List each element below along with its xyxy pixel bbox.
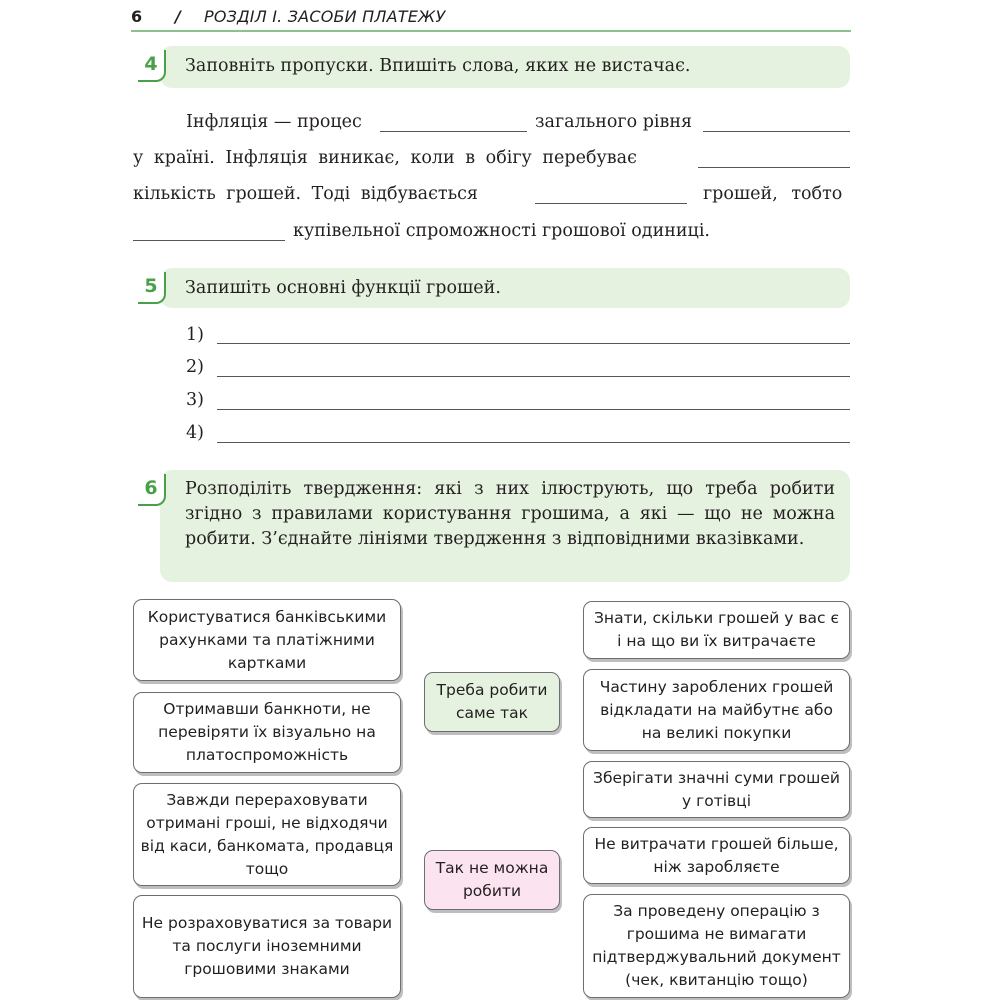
blank-1[interactable] xyxy=(380,131,527,132)
statement-left-3[interactable]: Завжди перераховувати отримані гроші, не відходячи від каси, банкомата, продавця тощо xyxy=(133,783,401,886)
category-dont-box[interactable]: Так не можна робити xyxy=(424,850,560,910)
task-5-number: 5 xyxy=(138,272,166,304)
statement-right-2[interactable]: Частину зароблених грошей відкладати на майбутнє або на великі покупки xyxy=(583,669,850,751)
task-4-line4: купівельної спроможності грошової одиниці. xyxy=(293,221,710,241)
task-4-number: 4 xyxy=(138,50,166,82)
blank-5[interactable] xyxy=(133,240,285,241)
statement-right-1[interactable]: Знати, скільки грошей у вас є і на що ви їх витрачаєте xyxy=(583,601,850,659)
function-line-3[interactable] xyxy=(217,409,850,410)
function-number-3: 3) xyxy=(186,390,204,410)
function-number-4: 4) xyxy=(186,423,204,443)
statement-left-1[interactable]: Користуватися банківськими рахунками та платіжними картками xyxy=(133,599,401,681)
header-separator: / xyxy=(175,7,181,26)
task-4-line2: у країні. Інфляція виникає, коли в обігу перебуває xyxy=(133,148,637,168)
blank-4[interactable] xyxy=(535,203,687,204)
statement-right-4[interactable]: Не витрачати грошей більше, ніж заробляєте xyxy=(583,827,850,884)
blank-3[interactable] xyxy=(698,167,850,168)
function-line-1[interactable] xyxy=(217,343,850,344)
task-4-instruction: Заповніть пропуски. Впишіть слова, яких не вистачає. xyxy=(185,56,691,76)
statement-left-4[interactable]: Не розраховуватися за товари та послуги іноземними грошовими знаками xyxy=(133,895,401,998)
page-number: 6 xyxy=(131,7,143,26)
task-6-number: 6 xyxy=(138,474,166,506)
function-number-1: 1) xyxy=(186,325,204,345)
function-line-2[interactable] xyxy=(217,376,850,377)
page-header xyxy=(131,2,851,32)
category-do-box[interactable]: Треба робити саме так xyxy=(424,672,560,732)
task-4-line1-start: Інфляція — процес xyxy=(186,112,362,132)
task-4-line3-start: кількість грошей. Тоді відбувається xyxy=(133,184,478,204)
statement-right-3[interactable]: Зберігати значні суми грошей у готівці xyxy=(583,761,850,818)
statement-right-5[interactable]: За проведену операцію з грошима не вимагати підтверджувальний документ (чек, квитанцію тощо) xyxy=(583,894,850,998)
task-4-line1-middle: загального рівня xyxy=(535,112,693,132)
statement-left-2[interactable]: Отримавши банкноти, не перевіряти їх візуально на платоспроможність xyxy=(133,692,401,773)
function-line-4[interactable] xyxy=(217,442,850,443)
task-6-instruction: Розподіліть твердження: які з них ілюструють, що треба робити згідно з правилами користування грошима, а які — що не можна робити. З’єднайте лініями твердження з відповідними вказівками. xyxy=(185,479,835,549)
function-number-2: 2) xyxy=(186,357,204,377)
blank-2[interactable] xyxy=(703,131,850,132)
task-4-line3-end: грошей, тобто xyxy=(703,184,843,204)
task-5-instruction: Запишіть основні функції грошей. xyxy=(185,278,501,298)
section-title: РОЗДІЛ І. ЗАСОБИ ПЛАТЕЖУ xyxy=(204,7,446,26)
